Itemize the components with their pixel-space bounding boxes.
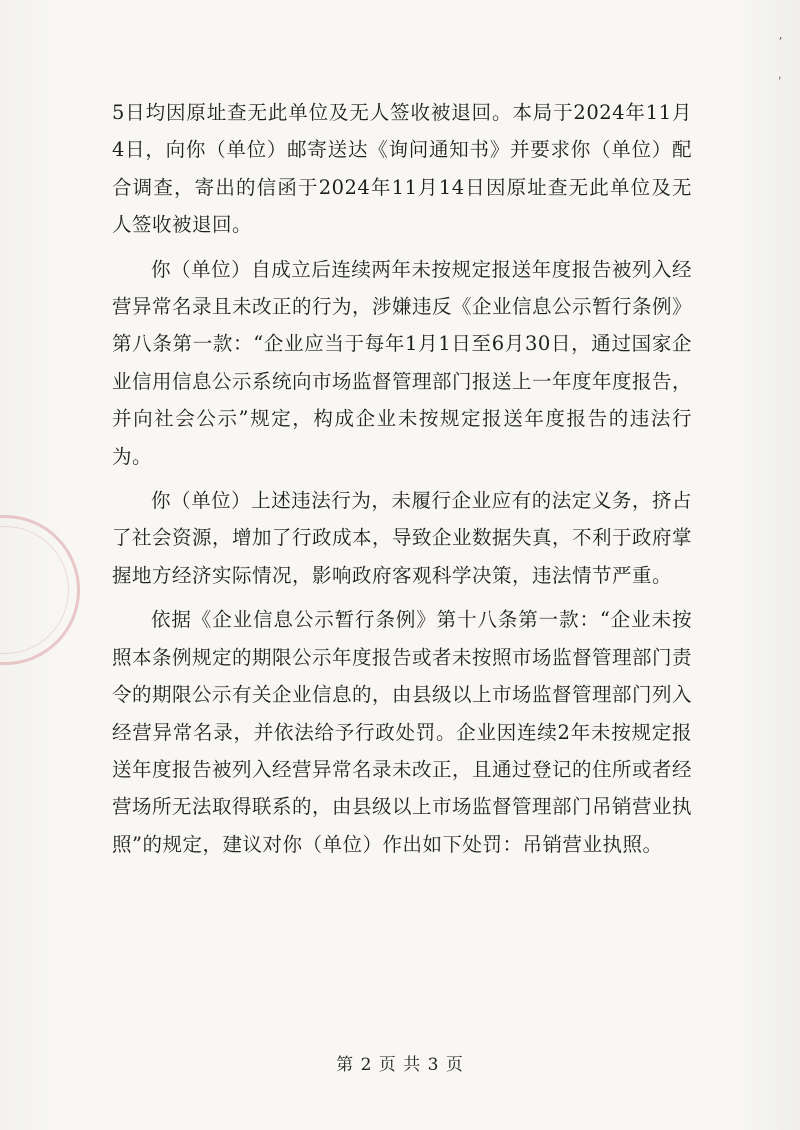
official-seal-stamp <box>0 515 80 665</box>
paragraph-continuation: 5日均因原址查无此单位及无人签收被退回。本局于2024年11月4日，向你（单位）邮寄送达《询问通知书》并要求你（单位）配合调查，寄出的信函于2024年11月14日因原址查无此单位及无人签收被退回。 <box>112 101 692 237</box>
page-number-footer: 第 2 页 共 3 页 <box>336 1055 464 1075</box>
scan-edge-marks: ʼ ˈ <box>778 35 782 89</box>
paragraph-penalty-basis: 依据《企业信息公示暂行条例》第十八条第一款：“企业未按照本条例规定的期限公示年度报告或者未按照市场监督管理部门责令的期限公示有关企业信息的，由县级以上市场监督管理部门列入经营异常名录，并依法给予行政处罚。企业因连续2年未按规定报送年度报告被列入经营异常名录未改正，且通过登记的住所或者经营场所无法取得联系的，由县级以上市场监督管理部门吊销营业执照”的规定，建议对你（单位）作出如下处罚：吊销营业执照。 <box>112 608 693 856</box>
paragraph-violation: 你（单位）自成立后连续两年未按规定报送年度报告被列入经营异常名录且未改正的行为，涉嫌违反《企业信息公示暂行条例》第八条第一款：“企业应当于每年1月1日至6月30日，通过国家企业信用信息公示系统向市场监督管理部门报送上一年度年度报告，并向社会公示”规定，构成企业未按规定报送年度报告的违法行为。 <box>112 257 693 468</box>
paragraph-consequence: 你（单位）上述违法行为，未履行企业应有的法定义务，挤占了社会资源，增加了行政成本，导致企业数据失真，不利于政府掌握地方经济实际情况，影响政府客观科学决策，违法情节严重。 <box>112 489 693 587</box>
seal-inner-ring <box>0 526 69 654</box>
document-body <box>112 94 692 870</box>
